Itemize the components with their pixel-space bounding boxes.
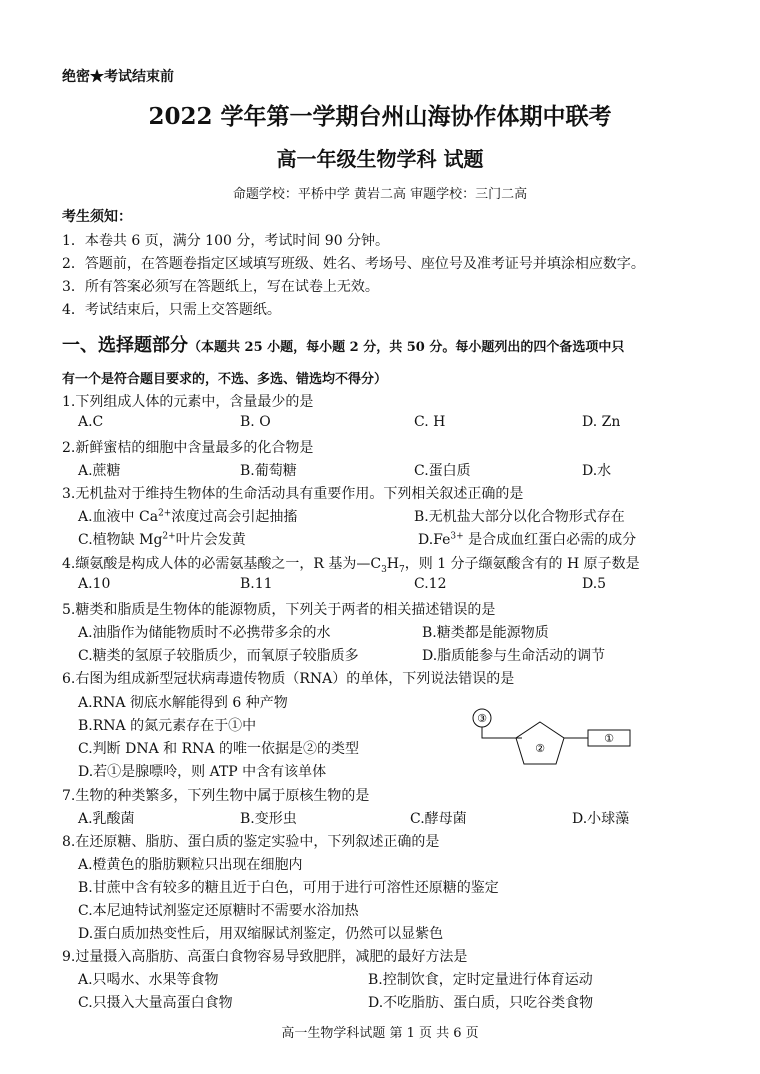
q4-option-a: A.10	[78, 576, 111, 592]
q2-option-b: B.葡萄糖	[240, 463, 297, 479]
q1-option-c: C. H	[414, 414, 446, 430]
q6-option-c: C.判断 DNA 和 RNA 的唯一依据是②的类型	[78, 741, 359, 757]
q4-option-b: B.11	[240, 576, 273, 592]
q5-option-d: D.脂质能参与生命活动的调节	[422, 648, 606, 664]
q3-stem: 3.无机盐对于维持生物体的生命活动具有重要作用。下列相关叙述正确的是	[62, 486, 524, 502]
label-1: ①	[604, 732, 614, 745]
section-header	[62, 331, 624, 357]
section-title: 一、选择题部分	[62, 335, 188, 356]
q1-option-b: B. O	[240, 414, 271, 430]
q9-option-c: C.只摄入大量高蛋白食物	[78, 995, 233, 1011]
q5-stem: 5.糖类和脂质是生物体的能源物质，下列关于两者的相关描述错误的是	[62, 602, 496, 618]
q5-option-c: C.糖类的氢原子较脂质少，而氧原子较脂质多	[78, 648, 359, 664]
q2-option-d: D.水	[582, 463, 612, 479]
q4-stem: 4.缬氨酸是构成人体的必需氨基酸之一，R 基为$—C_3H_7$，则 1 分子缬氨酸含有的 H 原子数是	[62, 556, 640, 575]
q2-option-c: C.蛋白质	[414, 463, 471, 479]
q7-stem: 7.生物的种类繁多，下列生物中属于原核生物的是	[62, 788, 370, 804]
q3-option-d: $D.Fe^{3+}$ 是合成血红蛋白必需的成分	[418, 531, 637, 548]
q7-option-c: C.酵母菌	[410, 811, 467, 827]
notice-item-4: 4．考试结束后，只需上交答题纸。	[62, 302, 281, 318]
section-desc-2: 有一个是符合题目要求的，不选、多选、错选均不得分）	[62, 372, 388, 387]
q5-option-a: A.油脂作为储能物质时不必携带多余的水	[78, 625, 331, 641]
q9-option-a: A.只喝水、水果等食物	[78, 972, 219, 988]
q1-option-a: A.C	[78, 414, 104, 430]
label-3: ③	[477, 712, 487, 725]
exam-subtitle: 高一年级生物学科 试题	[276, 147, 484, 171]
q2-option-a: A.蔗糖	[78, 463, 121, 479]
q8-option-b: B.甘蔗中含有较多的糖且近于白色，可用于进行可溶性还原糖的鉴定	[78, 880, 499, 896]
section-desc-1: （本题共 25 小题，每小题 2 分，共 50 分。每小题列出的四个备选项中只	[188, 340, 625, 355]
q2-stem: 2.新鲜蜜桔的细胞中含量最多的化合物是	[62, 440, 314, 456]
notice-heading: 考生须知：	[62, 209, 132, 225]
phosphate-bond	[482, 727, 522, 738]
q1-stem: 1.下列组成人体的元素中，含量最少的是	[62, 394, 314, 410]
q4-option-d: D.5	[582, 576, 607, 592]
q3-option-c: C.植物缺 $Mg^{2+}$叶片会发黄	[78, 531, 246, 548]
notice-item-1: 1．本卷共 6 页，满分 100 分，考试时间 90 分钟。	[62, 233, 390, 249]
q9-stem: 9.过量摄入高脂肪、高蛋白食物容易导致肥胖，减肥的最好方法是	[62, 949, 468, 965]
q5-option-b: B.糖类都是能源物质	[422, 625, 549, 641]
q6-option-a: A.RNA 彻底水解能得到 6 种产物	[78, 695, 288, 711]
notice-item-2: 2．答题前，在答题卷指定区域填写班级、姓名、考场号、座位号及准考证号并填涂相应数字。	[62, 256, 645, 272]
q8-option-a: A.橙黄色的脂肪颗粒只出现在细胞内	[78, 857, 303, 873]
q8-stem: 8.在还原糖、脂肪、蛋白质的鉴定实验中，下列叙述正确的是	[62, 834, 440, 850]
q9-option-b: B.控制饮食，定时定量进行体育运动	[368, 972, 593, 988]
q6-option-b: B.RNA 的氮元素存在于①中	[78, 718, 257, 734]
q8-option-d: D.蛋白质加热变性后，用双缩脲试剂鉴定，仍然可以显紫色	[78, 926, 444, 942]
q3-option-a: A.血液中 $Ca^{2+}$浓度过高会引起抽搐	[78, 508, 298, 525]
q9-option-d: D.不吃脂肪、蛋白质，只吃谷类食物	[368, 995, 594, 1011]
school-info: 命题学校：平桥中学 黄岩二高 审题学校：三门二高	[232, 187, 528, 202]
q3-option-b: B.无机盐大部分以化合物形式存在	[414, 509, 625, 525]
exam-title: 2022 学年第一学期台州山海协作体期中联考	[148, 103, 612, 130]
q6-stem: 6.右图为组成新型冠状病毒遗传物质（RNA）的单体，下列说法错误的是	[62, 671, 515, 687]
q7-option-d: D.小球藻	[572, 811, 630, 827]
page-footer: 高一生物学科试题 第 1 页 共 6 页	[281, 1026, 479, 1041]
q4-option-c: C.12	[414, 576, 447, 592]
label-2: ②	[535, 742, 545, 755]
notice-item-3: 3．所有答案必须写在答题纸上，写在试卷上无效。	[62, 279, 379, 295]
q8-option-c: C.本尼迪特试剂鉴定还原糖时不需要水浴加热	[78, 903, 359, 919]
nucleotide-diagram	[460, 700, 640, 770]
q6-option-d: D.若①是腺嘌呤，则 ATP 中含有该单体	[78, 764, 327, 780]
confidential-label: 绝密★考试结束前	[62, 69, 174, 85]
q7-option-a: A.乳酸菌	[78, 811, 135, 827]
q1-option-d: D. Zn	[582, 414, 621, 430]
q7-option-b: B.变形虫	[240, 811, 297, 827]
